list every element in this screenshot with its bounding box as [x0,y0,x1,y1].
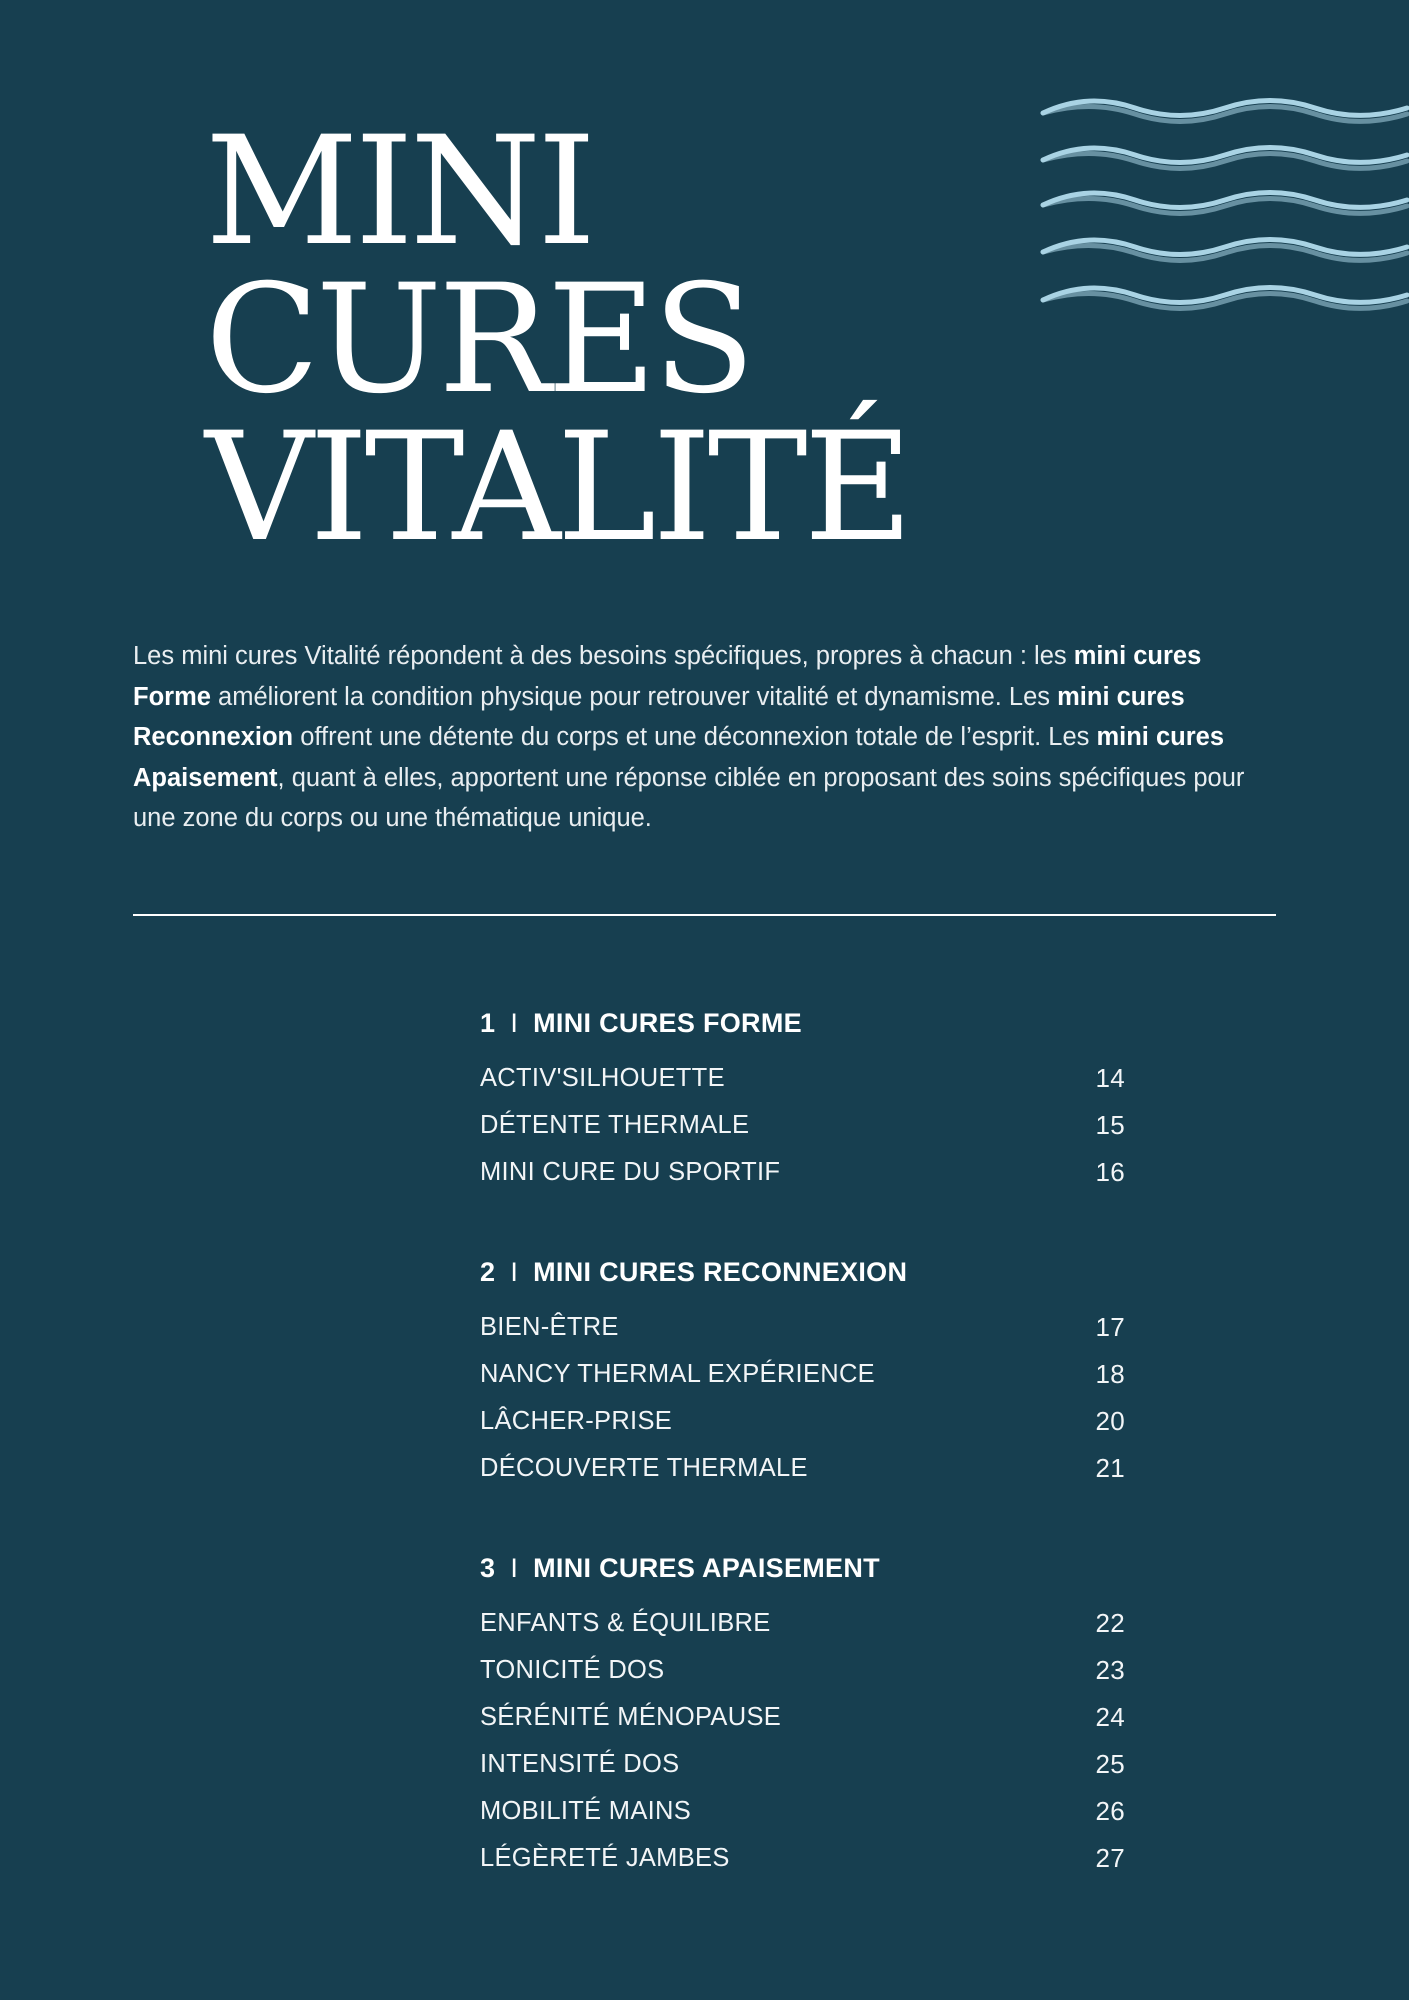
divider [133,914,1276,916]
toc-item[interactable] [480,1398,1125,1445]
toc-section-reconnexion [480,1244,1125,1492]
section-title: MINI CURES FORME [533,1008,802,1038]
toc-section-forme [480,995,1125,1196]
section-number: 3 [480,1553,496,1583]
section-separator: I [510,1008,519,1038]
toc-item-page: 15 [1095,1110,1125,1140]
section-title: MINI CURES APAISEMENT [533,1553,880,1583]
section-heading [480,1244,1125,1300]
section-heading [480,995,1125,1051]
section-separator: I [510,1553,519,1583]
toc-item-page: 25 [1095,1749,1125,1779]
toc-item-label: TONICITÉ DOS [480,1656,665,1684]
intro-text-1: Les mini cures Vitalité répondent à des besoins spécifiques, propres à chacun : les [133,642,1074,670]
toc-item-label: MOBILITÉ MAINS [480,1797,692,1825]
toc-item[interactable] [480,1600,1125,1647]
toc-item-page: 23 [1095,1655,1125,1685]
intro-text-3: offrent une détente du corps et une déconnexion totale de l’esprit. Les [293,723,1097,751]
toc-item-page: 17 [1095,1312,1125,1342]
toc-item[interactable] [480,1102,1125,1149]
toc-item-label: MINI CURE DU SPORTIF [480,1158,781,1186]
toc-item[interactable] [480,1835,1125,1882]
toc-item-label: LÉGÈRETÉ JAMBES [480,1844,730,1872]
intro-bold-reconnexion: mini cures Reconnexion [133,682,1185,751]
title-line-2: CURES [205,253,752,427]
toc-item[interactable] [480,1741,1125,1788]
title-line-1: MINI [205,105,593,279]
toc-item-page: 22 [1095,1608,1125,1638]
intro-bold-apaisement: mini cures Apaisement [133,723,1225,792]
toc-item-label: DÉTENTE THERMALE [480,1111,750,1139]
toc-item-label: INTENSITÉ DOS [480,1750,680,1778]
toc-item-label: NANCY THERMAL EXPÉRIENCE [480,1360,875,1388]
toc-item-label: LÂCHER-PRISE [480,1407,673,1435]
toc-item-page: 26 [1095,1796,1125,1826]
toc-item-page: 16 [1095,1157,1125,1187]
toc-item[interactable] [480,1694,1125,1741]
wave-decoration [1035,80,1409,330]
toc-item[interactable] [480,1055,1125,1102]
table-of-contents [480,995,1125,1930]
intro-text-4: , quant à elles, apportent une réponse ciblée en proposant des soins spécifiques pour une zone du corps ou une thématique unique. [133,763,1245,832]
toc-item-page: 24 [1095,1702,1125,1732]
section-separator: I [510,1257,519,1287]
section-heading [480,1540,1125,1596]
toc-item-page: 14 [1095,1063,1125,1093]
toc-item-label: DÉCOUVERTE THERMALE [480,1454,808,1482]
toc-item[interactable] [480,1304,1125,1351]
toc-item-label: ACTIV'SILHOUETTE [480,1064,725,1092]
toc-item-label: ENFANTS & ÉQUILIBRE [480,1609,771,1637]
page-title [205,105,910,575]
toc-item-label: SÉRÉNITÉ MÉNOPAUSE [480,1703,782,1731]
toc-item-page: 27 [1095,1843,1125,1873]
intro-text-2: améliorent la condition physique pour retrouver vitalité et dynamisme. Les [210,682,1058,711]
section-title: MINI CURES RECONNEXION [533,1257,908,1287]
toc-item-page: 18 [1095,1359,1125,1389]
toc-item-label: BIEN-ÊTRE [480,1313,619,1341]
section-number: 1 [480,1008,496,1038]
toc-item[interactable] [480,1149,1125,1196]
intro-paragraph [133,636,1278,839]
toc-item[interactable] [480,1647,1125,1694]
toc-section-apaisement [480,1540,1125,1882]
wave-lines [1043,101,1407,309]
title-line-3: VITALITÉ [205,401,910,575]
toc-item-page: 21 [1095,1453,1125,1483]
intro-bold-forme: mini cures Forme [133,642,1202,711]
toc-item-page: 20 [1095,1406,1125,1436]
section-number: 2 [480,1257,496,1287]
toc-item[interactable] [480,1445,1125,1492]
toc-item[interactable] [480,1788,1125,1835]
toc-item[interactable] [480,1351,1125,1398]
